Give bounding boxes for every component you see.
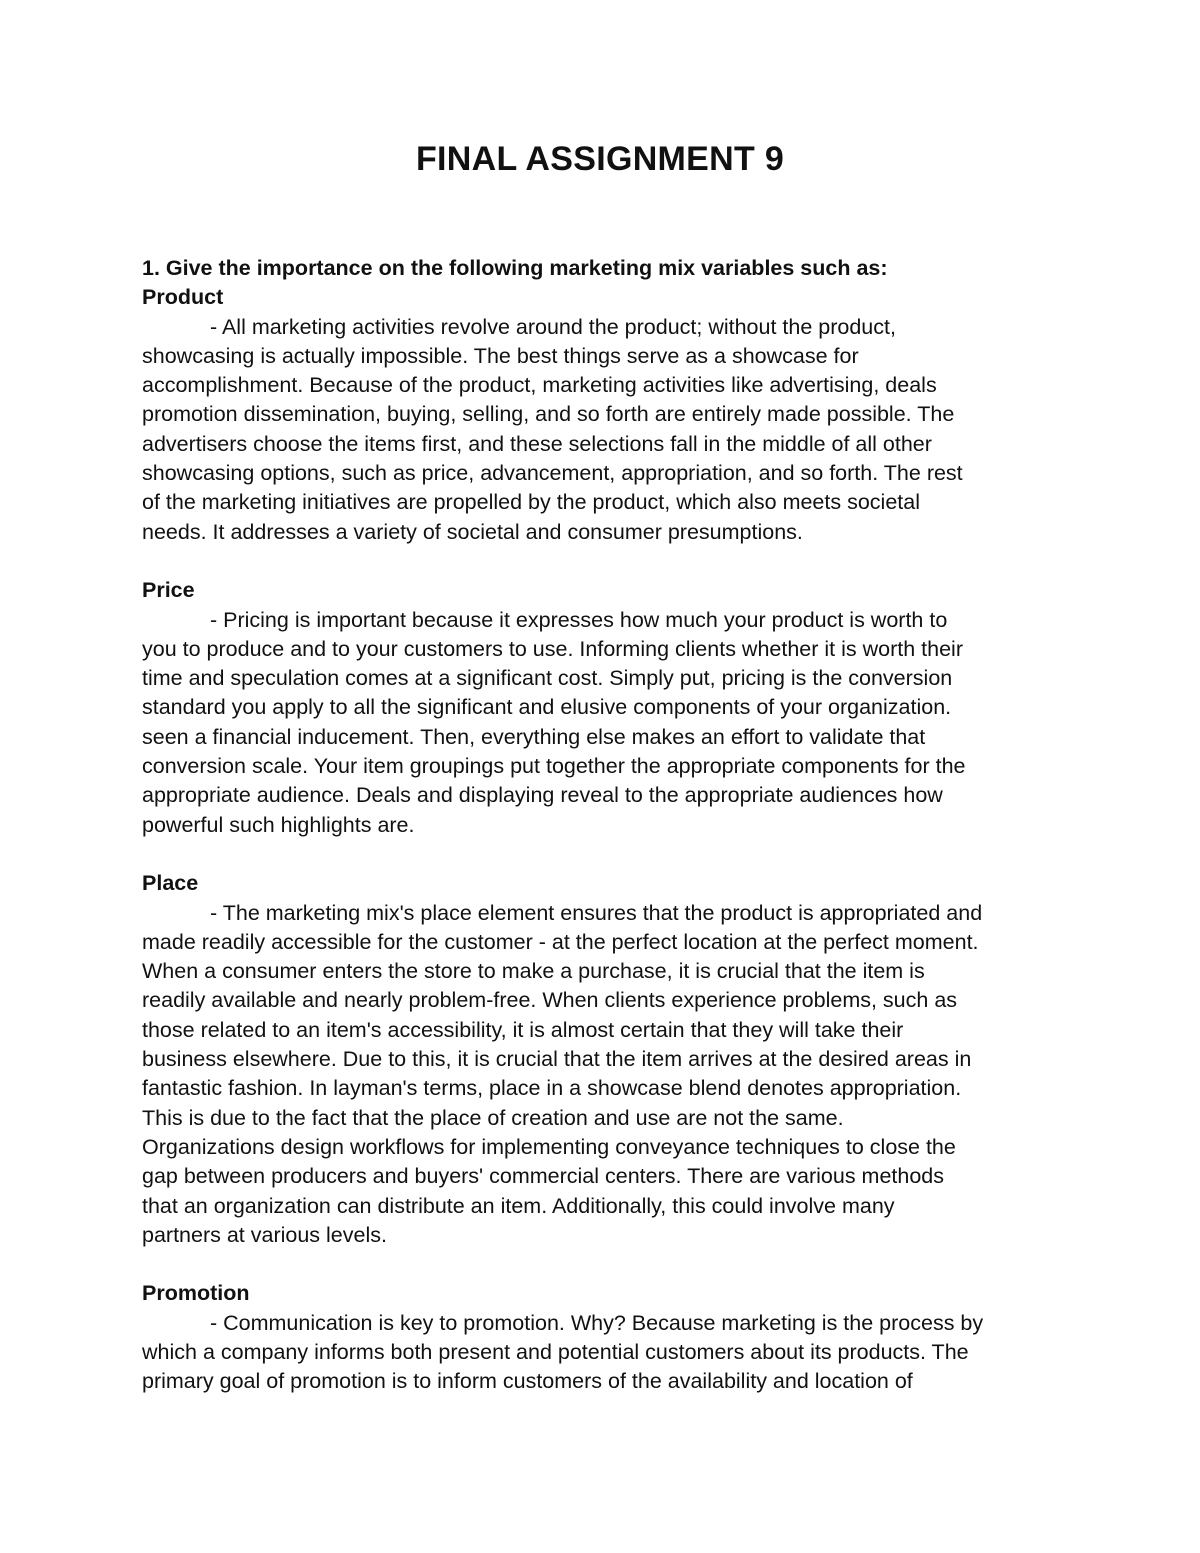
paragraph-line: advertisers choose the items first, and these selections fall in the middle of all other (142, 431, 932, 456)
paragraph-line: showcasing is actually impossible. The best things serve as a showcase for (142, 343, 859, 368)
section-product (142, 283, 1072, 547)
paragraph-line: time and speculation comes at a significant cost. Simply put, pricing is the conversion (142, 666, 953, 691)
paragraph-line: appropriate audience. Deals and displaying reveal to the appropriate audiences how (142, 783, 943, 808)
section-paragraph (142, 606, 1072, 840)
paragraph-line: business elsewhere. Due to this, it is crucial that the item arrives at the desired areas in (142, 1047, 972, 1072)
paragraph-line: needs. It addresses a variety of societal and consumer presumptions. (142, 519, 803, 544)
paragraph-line: This is due to the fact that the place of creation and use are not the same. (142, 1105, 844, 1130)
paragraph-line: promotion dissemination, buying, selling, and so forth are entirely made possible. The (142, 402, 955, 427)
paragraph-line: standard you apply to all the significant and elusive components of your organization. (142, 695, 952, 720)
paragraph-line: primary goal of promotion is to inform customers of the availability and location of (142, 1369, 913, 1394)
paragraph-line: - Pricing is important because it expresses how much your product is worth to (210, 607, 948, 632)
section-heading: Product (142, 285, 224, 310)
section-paragraph (142, 313, 1072, 547)
paragraph-line: which a company informs both present and potential customers about its products. The (142, 1339, 969, 1364)
paragraph-line: - All marketing activities revolve around the product; without the product, (210, 314, 896, 339)
section-heading: Place (142, 871, 199, 896)
paragraph-line: fantastic fashion. In layman's terms, place in a showcase blend denotes appropriation. (142, 1076, 962, 1101)
paragraph-line: - Communication is key to promotion. Why? Because marketing is the process by (210, 1310, 984, 1335)
document-body (142, 254, 1072, 1397)
paragraph-line: - The marketing mix's place element ensures that the product is appropriated and (210, 900, 983, 925)
paragraph-line: you to produce and to your customers to use. Informing clients whether it is worth their (142, 636, 963, 661)
section-promotion (142, 1279, 1072, 1396)
section-spacer (142, 547, 1072, 576)
question-text: 1. Give the importance on the following marketing mix variables such as: (142, 256, 888, 280)
section-place (142, 869, 1072, 1250)
paragraph-line: powerful such highlights are. (142, 812, 415, 837)
paragraph-line: accomplishment. Because of the product, marketing activities like advertising, deals (142, 373, 937, 398)
section-heading: Promotion (142, 1281, 250, 1306)
paragraph-line: seen a financial inducement. Then, everything else makes an effort to validate that (142, 724, 926, 749)
paragraph-line: partners at various levels. (142, 1222, 387, 1247)
section-heading: Price (142, 578, 195, 603)
paragraph-line: that an organization can distribute an item. Additionally, this could involve many (142, 1193, 895, 1218)
section-spacer (142, 840, 1072, 869)
paragraph-line: gap between producers and buyers' commercial centers. There are various methods (142, 1164, 945, 1189)
paragraph-line: showcasing options, such as price, advancement, appropriation, and so forth. The rest (142, 461, 963, 486)
section-price (142, 576, 1072, 840)
document-title: FINAL ASSIGNMENT 9 (415, 140, 785, 178)
paragraph-line: Organizations design workflows for implementing conveyance techniques to close the (142, 1134, 956, 1159)
section-paragraph (142, 1309, 1072, 1397)
paragraph-line: made readily accessible for the customer - at the perfect location at the perfect moment. (142, 929, 979, 954)
paragraph-line: those related to an item's accessibility, it is almost certain that they will take their (142, 1017, 904, 1042)
paragraph-line: of the marketing initiatives are propelled by the product, which also meets societal (142, 490, 920, 515)
paragraph-line: When a consumer enters the store to make a purchase, it is crucial that the item is (142, 959, 925, 984)
section-spacer (142, 1250, 1072, 1279)
paragraph-line: conversion scale. Your item groupings put together the appropriate components for the (142, 754, 966, 779)
paragraph-line: readily available and nearly problem-free. When clients experience problems, such as (142, 988, 958, 1013)
section-paragraph (142, 899, 1072, 1251)
